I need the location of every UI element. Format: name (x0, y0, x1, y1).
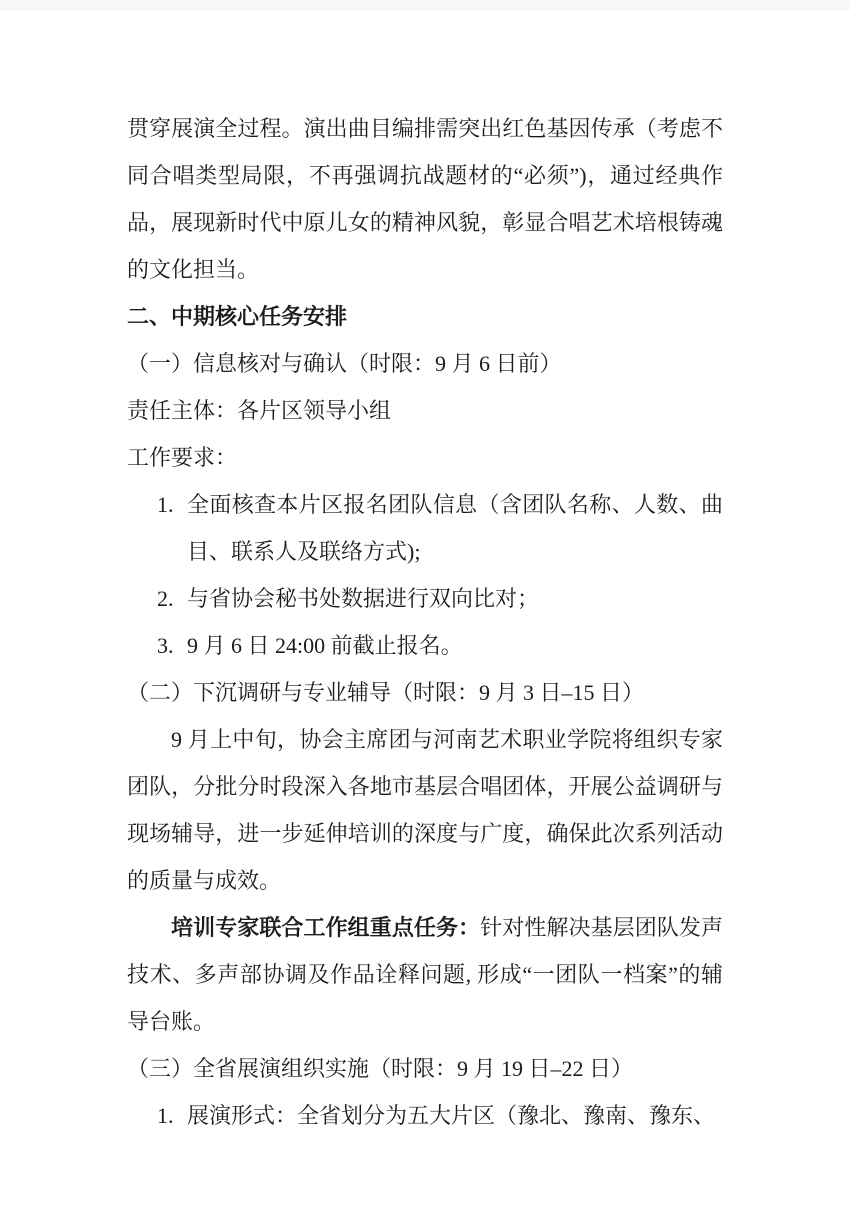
sub1-list-item-1 (127, 481, 723, 575)
intro-paragraph: 贯穿展演全过程。演出曲目编排需突出红色基因传承（考虑不同合唱类型局限，不再强调抗战题材的“必须”)，通过经典作品，展现新时代中原儿女的精神风貌，彰显合唱艺术培根铸魂的文化担当。 (127, 116, 723, 282)
list-number: 1. (157, 492, 174, 517)
list-number: 3. (157, 633, 174, 658)
sub1-requirements-label: 工作要求： (127, 445, 238, 470)
sub1-list-item-2 (127, 575, 723, 622)
list-number: 1. (157, 1103, 174, 1128)
list-number: 2. (157, 586, 174, 611)
list-item-text: 全面核查本片区报名团队信息（含团队名称、人数、曲目、联系人及联络方式); (187, 492, 723, 564)
sub2-task-text: 针对性解决基层团队发声技术、多声部协调及作品诠释问题, 形成“一团队一档案”的辅导台账。 (127, 915, 723, 1034)
sub1-responsible-line: 责任主体：各片区领导小组 (127, 398, 392, 423)
sub2-paragraph: 9 月上中旬，协会主席团与河南艺术职业学院将组织专家团队，分批分时段深入各地市基层合唱团体，开展公益调研与现场辅导，进一步延伸培训的深度与广度，确保此次系列活动的质量与成效。 (127, 727, 723, 893)
sub2-task-bold-label: 培训专家联合工作组重点任务： (171, 915, 481, 940)
subsection-3-title: （三）全省展演组织实施（时限：9 月 19 日–22 日） (127, 1056, 634, 1081)
list-item-text: 与省协会秘书处数据进行双向比对； (187, 586, 540, 611)
subsection-2-title: （二）下沉调研与专业辅导（时限：9 月 3 日–15 日） (127, 680, 645, 705)
sub1-list-item-3 (127, 622, 723, 669)
subsection-1-title: （一）信息核对与确认（时限：9 月 6 日前） (127, 351, 562, 376)
section-heading-2: 二、中期核心任务安排 (127, 304, 348, 329)
list-item-text: 展演形式：全省划分为五大片区（豫北、豫南、豫东、 (187, 1103, 716, 1128)
sub2-task-paragraph (127, 904, 723, 1045)
list-item-text: 9 月 6 日 24:00 前截止报名。 (187, 633, 463, 658)
sub3-list-item-1 (127, 1092, 723, 1139)
